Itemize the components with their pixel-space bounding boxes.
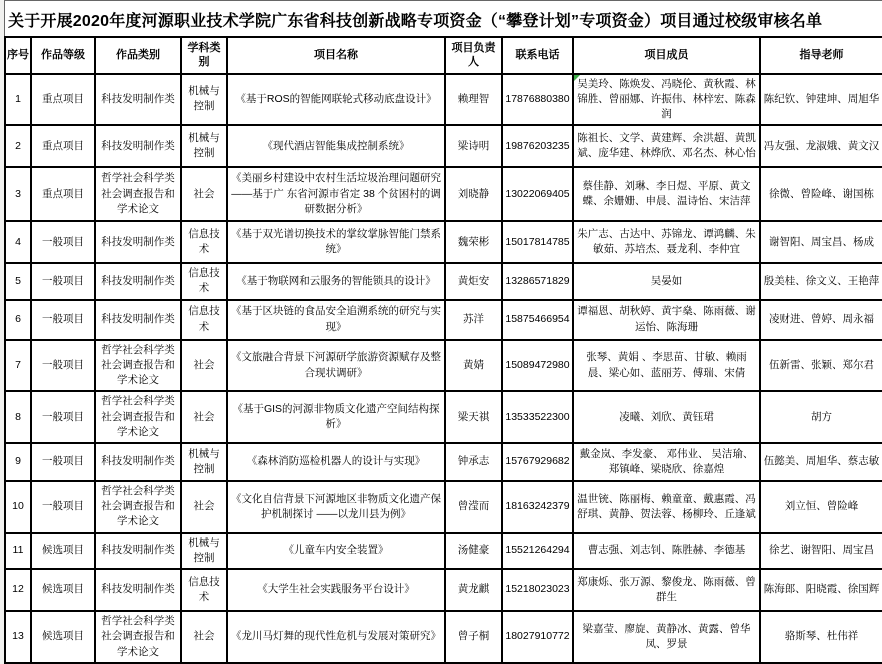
cell-category: 科技发明制作类: [95, 533, 181, 569]
cell-project: 《美丽乡村建设中农村生活垃圾治理问题研究——基于广 东省河源市省定 38 个贫困村的调研数据分析》: [227, 167, 445, 221]
cell-leader: 赖理智: [445, 74, 502, 126]
cell-members: 吴美玲、陈焕发、冯晓伦、黄秋霞、林锦胜、曾丽娜、许振伟、林梓宏、陈森润: [573, 74, 760, 126]
cell-project: 《基于ROS的智能网联轮式移动底盘设计》: [227, 74, 445, 126]
cell-level: 候选项目: [31, 533, 95, 569]
cell-members: 曹志强、刘志钊、陈胜赫、李德基: [573, 533, 760, 569]
cell-members: 张琴、黄娟 、李思苗、甘敏、赖雨晨、梁心如、蓝丽芳、傅瑞、宋倩: [573, 340, 760, 392]
column-header-advisors: 指导老师: [760, 37, 882, 74]
cell-project: 《基于GIS的河源非物质文化遗产空间结构探析》: [227, 391, 445, 443]
cell-advisors: 徐艺、谢智阳、周宝昌: [760, 533, 882, 569]
table-row: [5, 300, 882, 340]
cell-advisors: 陈纪钦、钟建坤、周旭华: [760, 74, 882, 126]
cell-level: 候选项目: [31, 611, 95, 663]
cell-category: 哲学社会科学类社会调查报告和学术论文: [95, 611, 181, 663]
cell-members: 朱广志、古达中、苏锦龙、谭鸿麟、朱敏茹、苏培杰、聂龙利、李仲宜: [573, 221, 760, 263]
cell-subject: 机械与控制: [181, 533, 227, 569]
cell-category: 科技发明制作类: [95, 569, 181, 611]
cell-phone: 18163242379: [502, 481, 573, 533]
cell-phone: 13533522300: [502, 391, 573, 443]
cell-category: 科技发明制作类: [95, 74, 181, 126]
cell-advisors: 谢智阳、周宝昌、杨成: [760, 221, 882, 263]
cell-no: 9: [5, 443, 31, 481]
column-header-phone: 联系电话: [502, 37, 573, 74]
cell-phone: 15767929682: [502, 443, 573, 481]
cell-no: 13: [5, 611, 31, 663]
cell-advisors: 陈海郎、阳晓霞、徐国辉: [760, 569, 882, 611]
cell-level: 一般项目: [31, 391, 95, 443]
table-row: [5, 533, 882, 569]
cell-level: 重点项目: [31, 125, 95, 167]
cell-level: 一般项目: [31, 481, 95, 533]
cell-project: 《森林消防巡检机器人的设计与实现》: [227, 443, 445, 481]
cell-members: 凌曦、刘欣、黄钰珺: [573, 391, 760, 443]
cell-level: 一般项目: [31, 443, 95, 481]
cell-category: 科技发明制作类: [95, 221, 181, 263]
cell-no: 12: [5, 569, 31, 611]
table-row: [5, 125, 882, 167]
cell-project: 《基于区块链的食品安全追溯系统的研究与实现》: [227, 300, 445, 340]
cell-members: 陈祖长、文学、黄建辉、余洪超、黄凯斌、庞华建、林烨欣、邓名杰、林心怡: [573, 125, 760, 167]
cell-leader: 刘晓静: [445, 167, 502, 221]
cell-subject: 信息技术: [181, 221, 227, 263]
cell-advisors: 凌财进、曾婷、周永福: [760, 300, 882, 340]
cell-project: 《现代酒店智能集成控制系统》: [227, 125, 445, 167]
cell-advisors: 徐微、曾险峰、谢国栋: [760, 167, 882, 221]
cell-members: 温世铳、陈丽梅、赖童童、戴惠霞、冯舒琪、黄静、贺法蓉、杨柳玲、丘逢斌: [573, 481, 760, 533]
cell-advisors: 刘立恒、曾险峰: [760, 481, 882, 533]
cell-advisors: 殷美桂、徐文义、王艳萍: [760, 263, 882, 299]
cell-no: 2: [5, 125, 31, 167]
column-header-category: 作品类别: [95, 37, 181, 74]
cell-level: 一般项目: [31, 340, 95, 392]
table-row: [5, 391, 882, 443]
cell-level: 重点项目: [31, 167, 95, 221]
cell-advisors: 骆斯琴、杜伟祥: [760, 611, 882, 663]
cell-category: 科技发明制作类: [95, 300, 181, 340]
table-row: [5, 443, 882, 481]
column-header-project: 项目名称: [227, 37, 445, 74]
cell-no: 10: [5, 481, 31, 533]
project-approval-table: [4, 36, 882, 664]
column-header-leader: 项目负责人: [445, 37, 502, 74]
table-row: [5, 340, 882, 392]
cell-level: 一般项目: [31, 221, 95, 263]
column-header-level: 作品等级: [31, 37, 95, 74]
cell-advisors: 胡方: [760, 391, 882, 443]
cell-no: 4: [5, 221, 31, 263]
cell-subject: 信息技术: [181, 569, 227, 611]
cell-subject: 机械与控制: [181, 125, 227, 167]
cell-no: 1: [5, 74, 31, 126]
cell-level: 一般项目: [31, 300, 95, 340]
cell-leader: 苏洋: [445, 300, 502, 340]
cell-phone: 17876880380: [502, 74, 573, 126]
cell-leader: 钟承志: [445, 443, 502, 481]
cell-leader: 梁诗明: [445, 125, 502, 167]
table-row: [5, 481, 882, 533]
cell-phone: 15521264294: [502, 533, 573, 569]
cell-leader: 曾子桐: [445, 611, 502, 663]
cell-subject: 社会: [181, 340, 227, 392]
cell-category: 科技发明制作类: [95, 263, 181, 299]
cell-project: 《基于物联网和云服务的智能锁具的设计》: [227, 263, 445, 299]
table-row: [5, 263, 882, 299]
cell-phone: 13022069405: [502, 167, 573, 221]
table-row: [5, 167, 882, 221]
table-row: [5, 569, 882, 611]
cell-members: 戴金岚、李发豪、 邓伟业、 吴洁瑜、郑镇峰、梁晓欣、徐嘉煌: [573, 443, 760, 481]
cell-advisors: 伍新雷、张颖、郑尔君: [760, 340, 882, 392]
cell-project: 《文化自信背景下河源地区非物质文化遗产保护机制探讨 ——以龙川县为例》: [227, 481, 445, 533]
cell-leader: 梁天祺: [445, 391, 502, 443]
column-header-members: 项目成员: [573, 37, 760, 74]
table-row: [5, 221, 882, 263]
cell-leader: 黄炬安: [445, 263, 502, 299]
cell-leader: 黄龙麒: [445, 569, 502, 611]
cell-phone: 19876203235: [502, 125, 573, 167]
cell-project: 《龙川马灯舞的现代性危机与发展对策研究》: [227, 611, 445, 663]
cell-leader: 曾滢而: [445, 481, 502, 533]
cell-no: 3: [5, 167, 31, 221]
cell-category: 哲学社会科学类社会调查报告和学术论文: [95, 391, 181, 443]
table-row: [5, 74, 882, 126]
cell-subject: 信息技术: [181, 263, 227, 299]
cell-no: 11: [5, 533, 31, 569]
cell-members: 吴晏如: [573, 263, 760, 299]
cell-subject: 社会: [181, 611, 227, 663]
cell-no: 6: [5, 300, 31, 340]
cell-error-indicator-triangle-icon: [574, 75, 580, 81]
cell-project: 《基于双光谱切换技术的掌纹掌脉智能门禁系统》: [227, 221, 445, 263]
cell-subject: 机械与控制: [181, 443, 227, 481]
cell-project: 《大学生社会实践服务平台设计》: [227, 569, 445, 611]
cell-members: 蔡佳静、刘琳、李日煜、平原、黄文蝶、余姗姗、申晨、温诗怡、宋洁萍: [573, 167, 760, 221]
cell-phone: 15089472980: [502, 340, 573, 392]
cell-category: 哲学社会科学类社会调查报告和学术论文: [95, 167, 181, 221]
table-row: [5, 611, 882, 663]
cell-members: 谭福恩、胡秋婷、黄宇燊、陈雨薇、谢运怡、陈海珊: [573, 300, 760, 340]
cell-project: 《儿童车内安全装置》: [227, 533, 445, 569]
column-header-no: 序号: [5, 37, 31, 74]
cell-phone: 18027910772: [502, 611, 573, 663]
cell-advisors: 冯友强、龙淑娥、黄文汉: [760, 125, 882, 167]
cell-project: 《文旅融合背景下河源研学旅游资源赋存及整合现状调研》: [227, 340, 445, 392]
cell-subject: 信息技术: [181, 300, 227, 340]
cell-phone: 15218023023: [502, 569, 573, 611]
cell-leader: 魏荣彬: [445, 221, 502, 263]
cell-subject: 社会: [181, 167, 227, 221]
cell-phone: 13286571829: [502, 263, 573, 299]
cell-subject: 社会: [181, 481, 227, 533]
cell-category: 哲学社会科学类社会调查报告和学术论文: [95, 481, 181, 533]
cell-subject: 机械与控制: [181, 74, 227, 126]
column-header-subject: 学科类别: [181, 37, 227, 74]
cell-advisors: 伍懿美、周旭华、蔡志敏: [760, 443, 882, 481]
document-title: 关于开展2020年度河源职业技术学院广东省科技创新战略专项资金（“攀登计划”专项资金）项目通过校级审核名单: [4, 0, 882, 36]
cell-category: 科技发明制作类: [95, 125, 181, 167]
cell-level: 一般项目: [31, 263, 95, 299]
cell-no: 5: [5, 263, 31, 299]
cell-subject: 社会: [181, 391, 227, 443]
cell-category: 科技发明制作类: [95, 443, 181, 481]
cell-category: 哲学社会科学类社会调查报告和学术论文: [95, 340, 181, 392]
cell-members: 梁嘉莹、廖旋、黄静冰、黄露、曾华凤、罗景: [573, 611, 760, 663]
cell-phone: 15875466954: [502, 300, 573, 340]
cell-phone: 15017814785: [502, 221, 573, 263]
cell-level: 重点项目: [31, 74, 95, 126]
header-row: [5, 37, 882, 74]
cell-no: 8: [5, 391, 31, 443]
cell-level: 候选项目: [31, 569, 95, 611]
cell-members: 郑康烁、张万源、黎俊龙、陈雨薇、曾群生: [573, 569, 760, 611]
cell-no: 7: [5, 340, 31, 392]
cell-leader: 汤健豪: [445, 533, 502, 569]
cell-leader: 黄婧: [445, 340, 502, 392]
